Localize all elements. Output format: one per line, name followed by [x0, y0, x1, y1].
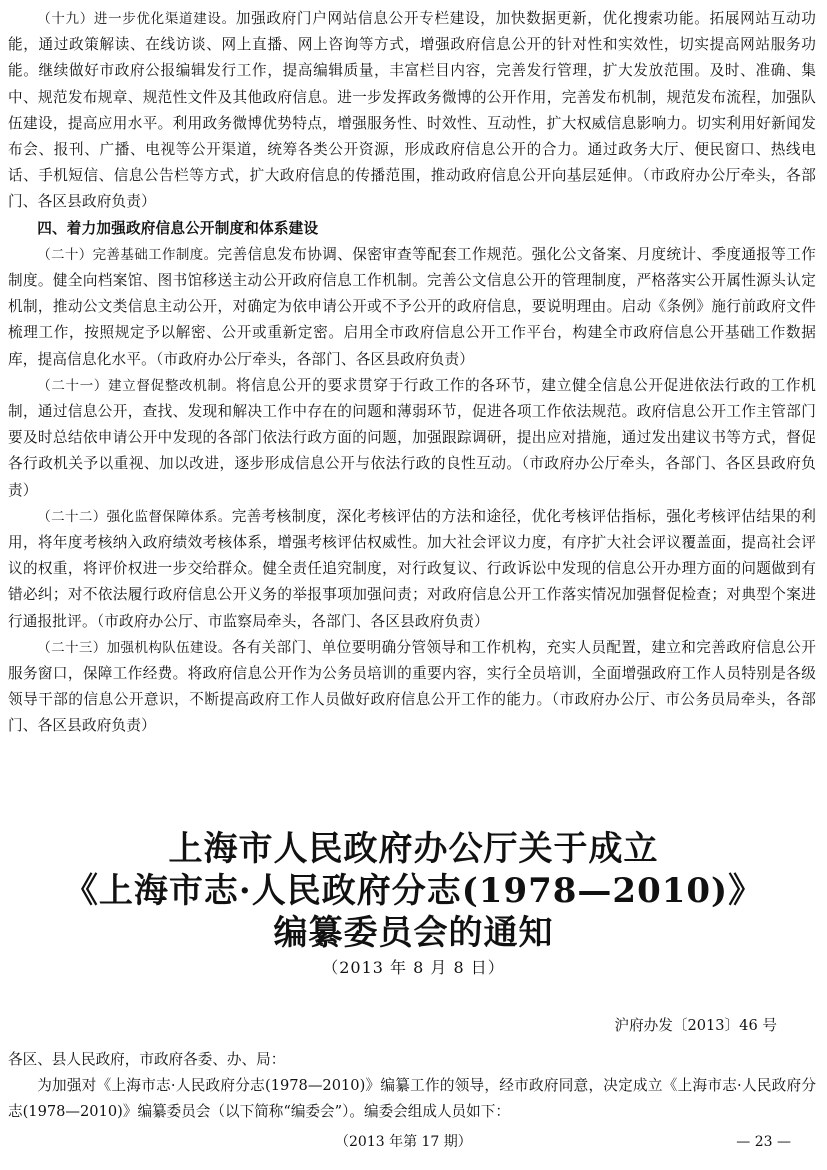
- page-footer: [0, 1129, 827, 1155]
- article-body: [8, 6, 816, 740]
- paragraph-22: [8, 504, 816, 635]
- addressee: 各区、县人民政府，市政府各委、办、局：: [8, 1051, 286, 1068]
- notice-title: [0, 828, 827, 980]
- notice-body: [8, 1047, 816, 1126]
- paragraph-text: 将信息公开的要求贯穿于行政工作的各环节，建立健全信息公开促进依法行政的工作机制，通过信息公开，查找、发现和解决工作中存在的问题和薄弱环节，促进各项工作依法规范。政府信息公开工作主管部门要及时总结依申请公开中发现的各部门依法行政方面的问题，加强跟踪调研，提出应对措施，通过发出建议书等方式，督促各行政机关予以重视、加以改进，逐步形成信息公开与依法行政的良性互动。（市政府办公厅牵头，各部门、各区县政府负责）: [8, 376, 816, 499]
- paragraph-21: [8, 373, 816, 504]
- paragraph-lead: （二十二）强化监督保障体系。: [37, 508, 232, 525]
- title-line-2: 《上海市志·人民政府分志(1978—2010)》: [63, 871, 764, 911]
- notice-opening: 为加强对《上海市志·人民政府分志(1978—2010)》编纂工作的领导，经市政府同意，决定成立《上海市志·人民政府分志(1978—2010)》编纂委员会（以下简称“编委会”）。编委会组成人员如下：: [8, 1077, 816, 1121]
- title-line-1: 上海市人民政府办公厅关于成立: [168, 829, 659, 869]
- notice-date: （2013 年 8 月 8 日）: [322, 958, 505, 977]
- paragraph-text: 完善信息发布协调、保密审查等配套工作规范。强化公文备案、月度统计、季度通报等工作制度。健全向档案馆、图书馆移送主动公开政府信息工作机制。完善公文信息公开的管理制度，严格落实公开属性源头认定机制，推动公文类信息主动公开，对确定为依申请公开或不予公开的政府信息，要说明理由。启动《条例》施行前政府文件梳理工作，按照规定予以解密、公开或重新定密。启用全市政府信息公开工作平台，构建全市政府信息公开基础工作数据库，提高信息化水平。（市政府办公厅牵头，各部门、各区县政府负责）: [8, 245, 816, 368]
- title-line-3: 编纂委员会的通知: [273, 913, 554, 953]
- paragraph-23: [8, 635, 816, 740]
- section-heading: 四、着力加强政府信息公开制度和体系建设: [37, 219, 319, 237]
- paragraph-text: 完善考核制度，深化考核评估的方法和途径，优化考核评估指标，强化考核评估结果的利用，将年度考核纳入政府绩效考核体系，增强考核评估权威性。加大社会评议力度，有序扩大社会评议覆盖面，提高社会评议的权重，将评价权进一步交给群众。健全责任追究制度，对行政复议、行政诉讼中发现的信息公开办理方面的问题做到有错必纠；对不依法履行政府信息公开义务的举报事项加强问责；对政府信息公开工作落实情况加强督促检查；对典型个案进行通报批评。（市政府办公厅、市监察局牵头，各部门、各区县政府负责）: [8, 507, 816, 630]
- issue-label: （2013 年第 17 期）: [335, 1134, 472, 1150]
- paragraph-lead: （十九）进一步优化渠道建设。: [37, 11, 236, 27]
- page-number: — 23 —: [736, 1134, 791, 1150]
- document-number: 沪府办发〔2013〕46 号: [614, 1017, 777, 1034]
- paragraph-lead: （二十三）加强机构队伍建设。: [37, 639, 232, 656]
- paragraph-lead: （二十一）建立督促整改机制。: [37, 377, 236, 394]
- paragraph-20: [8, 242, 816, 373]
- paragraph-19: [8, 6, 816, 216]
- paragraph-lead: （二十）完善基础工作制度。: [37, 246, 218, 263]
- paragraph-text: 加强政府门户网站信息公开专栏建设，加快数据更新，优化搜索功能。拓展网站互动功能，通过政策解读、在线访谈、网上直播、网上咨询等方式，增强政府信息公开的针对性和实效性，切实提高网站服务功能。继续做好市政府公报编辑发行工作，提高编辑质量，丰富栏目内容，完善发行管理，扩大发放范围。及时、准确、集中、规范发布规章、规范性文件及其他政府信息。进一步发挥政务微博的公开作用，完善发布机制，规范发布流程，加强队伍建设，提高应用水平。利用政务微博优势特点，增强服务性、时效性、互动性，扩大权威信息影响力。切实利用好新闻发布会、报刊、广播、电视等公开渠道，统筹各类公开资源，形成政府信息公开的合力。通过政务大厅、便民窗口、热线电话、手机短信、信息公告栏等方式，扩大政府信息的传播范围，推动政府信息公开向基层延伸。（市政府办公厅牵头，各部门、各区县政府负责）: [8, 10, 816, 211]
- paragraph-text: 各有关部门、单位要明确分管领导和工作机构，充实人员配置，建立和完善政府信息公开服务窗口，保障工作经费。将政府信息公开作为公务员培训的重要内容，实行全员培训，全面增强政府工作人员特别是各级领导干部的信息公开意识，不断提高政府工作人员做好政府信息公开工作的能力。（市政府办公厅、市公务员局牵头，各部门、各区县政府负责）: [8, 638, 816, 735]
